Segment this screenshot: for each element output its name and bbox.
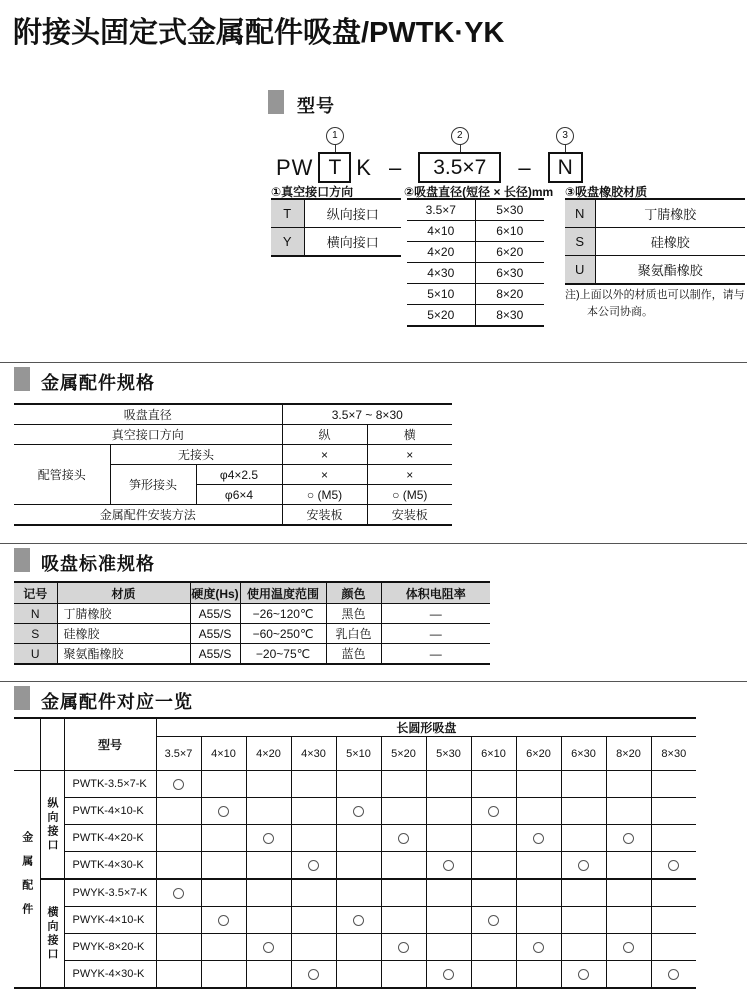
availability-cell xyxy=(156,934,201,961)
size-column-header: 6×20 xyxy=(516,737,561,771)
availability-cell xyxy=(381,961,426,989)
circle-mark-icon xyxy=(398,942,409,953)
section-title-model: 型号 xyxy=(297,96,335,116)
availability-cell xyxy=(651,771,696,798)
size-column-header: 5×30 xyxy=(426,737,471,771)
no-joint-horizontal: × xyxy=(367,445,452,465)
spec-cell: 黑色 xyxy=(326,604,381,624)
diameter-value: 3.5×7 ~ 8×30 xyxy=(282,404,452,425)
availability-cell xyxy=(291,798,336,825)
availability-cell xyxy=(201,798,246,825)
availability-cell xyxy=(516,879,561,907)
availability-cell xyxy=(246,798,291,825)
marker-tick xyxy=(335,144,336,152)
availability-cell xyxy=(471,961,516,989)
diameter-label: 吸盘直径 xyxy=(14,404,282,425)
spec-cell: 蓝色 xyxy=(326,644,381,665)
legend-value-cell: 聚氨酯橡胶 xyxy=(595,256,745,285)
availability-cell xyxy=(381,771,426,798)
section-marker xyxy=(14,548,30,572)
size-cell: 8×20 xyxy=(475,284,544,305)
availability-cell xyxy=(606,961,651,989)
model-cell: PWYK-8×20-K xyxy=(64,934,156,961)
availability-cell xyxy=(651,879,696,907)
circle-mark-icon xyxy=(308,969,319,980)
availability-cell xyxy=(426,961,471,989)
pad-spec-row xyxy=(14,644,490,665)
availability-cell xyxy=(516,798,561,825)
size-cell: 8×30 xyxy=(475,305,544,327)
table-header-row xyxy=(14,582,490,604)
size-cell: 4×10 xyxy=(407,221,475,242)
circle-mark-icon xyxy=(218,915,229,926)
code-box-rubber-wrap xyxy=(548,130,583,183)
availability-cell xyxy=(291,771,336,798)
direction-group-label: 纵向接口 xyxy=(40,771,64,880)
legend-size-row xyxy=(407,284,544,305)
model-cell: PWTK-4×10-K xyxy=(64,798,156,825)
legend-size-row xyxy=(407,305,544,327)
size-column-header: 6×30 xyxy=(561,737,606,771)
availability-cell xyxy=(516,852,561,880)
availability-cell xyxy=(561,825,606,852)
availability-cell xyxy=(336,934,381,961)
rubber-note-line1: 注)上面以外的材质也可以制作，请与 xyxy=(565,289,745,301)
availability-cell xyxy=(336,879,381,907)
availability-cell xyxy=(651,907,696,934)
code-suffix: K xyxy=(356,154,372,180)
availability-cell xyxy=(426,798,471,825)
availability-cell xyxy=(246,879,291,907)
code-box-interface-wrap xyxy=(318,130,351,183)
availability-cell xyxy=(471,852,516,880)
availability-cell xyxy=(246,852,291,880)
column-header: 硬度(Hs) xyxy=(190,582,240,604)
table-row xyxy=(14,425,452,445)
availability-cell xyxy=(426,771,471,798)
code-prefix: PW xyxy=(276,154,314,180)
column-header: 体积电阻率 xyxy=(381,582,490,604)
circle-mark-icon xyxy=(308,860,319,871)
no-joint-label: 无接头 xyxy=(110,445,282,465)
table-row xyxy=(14,445,452,465)
no-joint-vertical: × xyxy=(282,445,367,465)
availability-cell xyxy=(246,825,291,852)
availability-cell xyxy=(426,907,471,934)
legend-interface-row xyxy=(271,228,401,257)
mapping-row xyxy=(14,825,696,852)
legend-value-cell: 硅橡胶 xyxy=(595,228,745,256)
legend-value-cell: 丁腈橡胶 xyxy=(595,199,745,228)
availability-cell xyxy=(246,771,291,798)
model-cell: PWTK-4×20-K xyxy=(64,825,156,852)
direction-vertical: 纵 xyxy=(282,425,367,445)
availability-cell xyxy=(561,961,606,989)
spec-cell: 聚氨酯橡胶 xyxy=(57,644,190,665)
legend-size-row xyxy=(407,242,544,263)
marker-1-icon: 1 xyxy=(326,127,344,145)
availability-cell xyxy=(201,771,246,798)
circle-mark-icon xyxy=(488,915,499,926)
marker-2-icon: 2 xyxy=(451,127,469,145)
symbol-cell: N xyxy=(14,604,57,624)
availability-cell xyxy=(606,771,651,798)
code-dash-1: – xyxy=(388,154,402,180)
model-code xyxy=(276,130,583,183)
section-rule xyxy=(0,681,747,682)
size-cell: 5×30 xyxy=(475,199,544,221)
table-row xyxy=(14,404,452,425)
direction-label: 真空接口方向 xyxy=(14,425,282,445)
legend-value-cell: 纵向接口 xyxy=(304,199,401,228)
model-cell: PWTK-3.5×7-K xyxy=(64,771,156,798)
circle-mark-icon xyxy=(173,779,184,790)
availability-cell xyxy=(516,934,561,961)
legend-rubber-title: ③吸盘橡胶材质 xyxy=(565,185,648,199)
legend-rubber-row xyxy=(565,228,745,256)
size-column-header: 8×20 xyxy=(606,737,651,771)
availability-cell xyxy=(471,825,516,852)
availability-cell xyxy=(516,961,561,989)
symbol-cell: S xyxy=(14,624,57,644)
circle-mark-icon xyxy=(533,833,544,844)
availability-cell xyxy=(426,825,471,852)
size-cell: 3.5×7 xyxy=(407,199,475,221)
symbol-cell: U xyxy=(14,644,57,665)
availability-cell xyxy=(651,798,696,825)
circle-mark-icon xyxy=(353,806,364,817)
barb1-horizontal: × xyxy=(367,465,452,485)
circle-mark-icon xyxy=(218,806,229,817)
barb1-vertical: × xyxy=(282,465,367,485)
spec-cell: A55/S xyxy=(190,604,240,624)
size-cell: 6×20 xyxy=(475,242,544,263)
availability-cell xyxy=(336,798,381,825)
mapping-row xyxy=(14,879,696,907)
availability-cell xyxy=(471,934,516,961)
availability-cell xyxy=(561,907,606,934)
rubber-note-line2: 本公司协商。 xyxy=(587,305,653,318)
availability-cell xyxy=(651,961,696,989)
fitting-spec-table xyxy=(14,403,452,526)
pad-spec-row xyxy=(14,604,490,624)
spec-cell: 乳白色 xyxy=(326,624,381,644)
mapping-row xyxy=(14,798,696,825)
barb2-horizontal: ○ (M5) xyxy=(367,485,452,505)
availability-cell xyxy=(471,879,516,907)
column-header: 颜色 xyxy=(326,582,381,604)
size-column-header: 3.5×7 xyxy=(156,737,201,771)
fitting-mapping-table xyxy=(14,717,696,989)
availability-cell xyxy=(426,852,471,880)
mapping-row xyxy=(14,771,696,798)
section-title-pad-spec: 吸盘标准规格 xyxy=(41,554,155,574)
spec-cell: 丁腈橡胶 xyxy=(57,604,190,624)
availability-cell xyxy=(156,825,201,852)
availability-cell xyxy=(246,961,291,989)
availability-cell xyxy=(381,907,426,934)
matrix-header-row-1 xyxy=(14,718,696,737)
header-spacer-cell xyxy=(40,718,64,771)
section-marker xyxy=(14,367,30,391)
availability-cell xyxy=(201,934,246,961)
availability-cell xyxy=(561,879,606,907)
availability-cell xyxy=(471,771,516,798)
availability-cell xyxy=(291,934,336,961)
availability-cell xyxy=(381,852,426,880)
model-cell: PWTK-4×30-K xyxy=(64,852,156,880)
size-column-header: 5×10 xyxy=(336,737,381,771)
availability-cell xyxy=(606,825,651,852)
section-rule xyxy=(0,543,747,544)
size-column-header: 4×10 xyxy=(201,737,246,771)
code-dash-2: – xyxy=(518,154,531,180)
spec-cell: — xyxy=(381,644,490,665)
legend-key-cell: T xyxy=(271,199,304,228)
pad-spec-row xyxy=(14,624,490,644)
size-column-header: 8×30 xyxy=(651,737,696,771)
availability-cell xyxy=(291,825,336,852)
availability-cell xyxy=(471,798,516,825)
model-cell: PWYK-4×30-K xyxy=(64,961,156,989)
marker-3-icon: 3 xyxy=(556,127,574,145)
model-column-header: 型号 xyxy=(64,718,156,771)
legend-size-row xyxy=(407,199,544,221)
barb2-vertical: ○ (M5) xyxy=(282,485,367,505)
availability-cell xyxy=(381,879,426,907)
section-title-mapping: 金属配件对应一览 xyxy=(41,692,193,712)
circle-mark-icon xyxy=(578,860,589,871)
legend-key-cell: S xyxy=(565,228,595,256)
spec-cell: — xyxy=(381,604,490,624)
legend-size-row xyxy=(407,263,544,284)
header-spacer-cell xyxy=(14,718,40,771)
size-column-header: 5×20 xyxy=(381,737,426,771)
code-box-rubber: N xyxy=(548,152,583,183)
legend-rubber-row xyxy=(565,256,745,285)
spec-cell: 硅橡胶 xyxy=(57,624,190,644)
spec-cell: −20~75℃ xyxy=(240,644,326,665)
availability-cell xyxy=(156,907,201,934)
model-cell: PWYK-4×10-K xyxy=(64,907,156,934)
barb2-label: φ6×4 xyxy=(196,485,282,505)
legend-key-cell: N xyxy=(565,199,595,228)
spec-cell: A55/S xyxy=(190,644,240,665)
row-group-label: 金属配件 xyxy=(14,771,40,989)
availability-cell xyxy=(426,934,471,961)
spec-cell: −60~250℃ xyxy=(240,624,326,644)
availability-cell xyxy=(336,961,381,989)
availability-cell xyxy=(516,907,561,934)
circle-mark-icon xyxy=(443,860,454,871)
availability-cell xyxy=(246,934,291,961)
availability-cell xyxy=(381,798,426,825)
availability-cell xyxy=(471,907,516,934)
legend-size-row xyxy=(407,221,544,242)
circle-mark-icon xyxy=(578,969,589,980)
table-row xyxy=(14,505,452,526)
availability-cell xyxy=(606,879,651,907)
pad-spec-table xyxy=(14,581,490,665)
availability-cell xyxy=(201,879,246,907)
mounting-label: 金属配件安装方法 xyxy=(14,505,282,526)
availability-cell xyxy=(291,879,336,907)
size-column-header: 4×30 xyxy=(291,737,336,771)
circle-mark-icon xyxy=(668,860,679,871)
availability-cell xyxy=(561,934,606,961)
circle-mark-icon xyxy=(443,969,454,980)
size-cell: 5×10 xyxy=(407,284,475,305)
availability-cell xyxy=(516,771,561,798)
size-column-header: 4×20 xyxy=(246,737,291,771)
circle-mark-icon xyxy=(623,833,634,844)
circle-mark-icon xyxy=(173,888,184,899)
legend-key-cell: Y xyxy=(271,228,304,257)
availability-cell xyxy=(336,852,381,880)
circle-mark-icon xyxy=(398,833,409,844)
availability-cell xyxy=(651,852,696,880)
availability-cell xyxy=(201,961,246,989)
availability-cell xyxy=(201,907,246,934)
barb-joint-label: 笋形接头 xyxy=(110,465,196,505)
circle-mark-icon xyxy=(488,806,499,817)
column-header: 记号 xyxy=(14,582,57,604)
size-cell: 6×10 xyxy=(475,221,544,242)
availability-cell xyxy=(426,879,471,907)
availability-cell xyxy=(156,852,201,880)
circle-mark-icon xyxy=(263,942,274,953)
availability-cell xyxy=(336,771,381,798)
size-cell: 4×30 xyxy=(407,263,475,284)
availability-cell xyxy=(381,934,426,961)
legend-size-title: ②吸盘直径(短径 × 长径)mm xyxy=(404,185,554,199)
rubber-note xyxy=(565,287,747,320)
availability-cell xyxy=(156,879,201,907)
legend-interface-title: ①真空接口方向 xyxy=(271,185,354,199)
availability-cell xyxy=(246,907,291,934)
legend-rubber-row xyxy=(565,199,745,228)
availability-cell xyxy=(516,825,561,852)
mapping-row xyxy=(14,907,696,934)
direction-horizontal: 横 xyxy=(367,425,452,445)
spec-cell: −26~120℃ xyxy=(240,604,326,624)
availability-cell xyxy=(201,852,246,880)
availability-cell xyxy=(561,771,606,798)
page-title: 附接头固定式金属配件吸盘/PWTK·YK xyxy=(13,17,505,49)
circle-mark-icon xyxy=(533,942,544,953)
code-box-interface: T xyxy=(318,152,351,183)
mounting-horizontal: 安装板 xyxy=(367,505,452,526)
availability-cell xyxy=(291,961,336,989)
legend-size-table xyxy=(407,198,544,327)
marker-tick xyxy=(565,144,566,152)
legend-key-cell: U xyxy=(565,256,595,285)
availability-cell xyxy=(336,907,381,934)
availability-cell xyxy=(201,825,246,852)
size-cell: 4×20 xyxy=(407,242,475,263)
availability-cell xyxy=(606,852,651,880)
size-cell: 6×30 xyxy=(475,263,544,284)
model-code-diagram xyxy=(276,130,583,183)
availability-cell xyxy=(156,771,201,798)
availability-cell xyxy=(606,798,651,825)
pipe-joint-label: 配管接头 xyxy=(14,445,110,505)
section-rule xyxy=(0,362,747,363)
availability-cell xyxy=(561,852,606,880)
legend-interface-row xyxy=(271,199,401,228)
model-cell: PWYK-3.5×7-K xyxy=(64,879,156,907)
availability-cell xyxy=(651,825,696,852)
availability-cell xyxy=(336,825,381,852)
column-header: 使用温度范围 xyxy=(240,582,326,604)
availability-cell xyxy=(606,934,651,961)
spec-cell: A55/S xyxy=(190,624,240,644)
availability-cell xyxy=(561,798,606,825)
size-cell: 5×20 xyxy=(407,305,475,327)
legend-interface-table xyxy=(271,198,401,257)
circle-mark-icon xyxy=(668,969,679,980)
pad-shape-group-header: 长圆形吸盘 xyxy=(156,718,696,737)
code-box-size-wrap xyxy=(418,130,501,183)
mounting-vertical: 安装板 xyxy=(282,505,367,526)
legend-value-cell: 横向接口 xyxy=(304,228,401,257)
spec-cell: — xyxy=(381,624,490,644)
circle-mark-icon xyxy=(263,833,274,844)
availability-cell xyxy=(381,825,426,852)
mapping-row xyxy=(14,961,696,989)
availability-cell xyxy=(606,907,651,934)
column-header: 材质 xyxy=(57,582,190,604)
mapping-row xyxy=(14,852,696,880)
availability-cell xyxy=(291,852,336,880)
section-marker xyxy=(14,686,30,710)
availability-cell xyxy=(156,798,201,825)
code-box-size: 3.5×7 xyxy=(418,152,501,183)
legend-rubber-table xyxy=(565,198,745,285)
circle-mark-icon xyxy=(353,915,364,926)
availability-cell xyxy=(291,907,336,934)
section-title-fitting-spec: 金属配件规格 xyxy=(41,373,155,393)
availability-cell xyxy=(651,934,696,961)
section-marker xyxy=(268,90,284,114)
size-column-header: 6×10 xyxy=(471,737,516,771)
barb1-label: φ4×2.5 xyxy=(196,465,282,485)
marker-tick xyxy=(460,144,461,152)
direction-group-label: 横向接口 xyxy=(40,879,64,988)
mapping-row xyxy=(14,934,696,961)
availability-cell xyxy=(156,961,201,989)
circle-mark-icon xyxy=(623,942,634,953)
